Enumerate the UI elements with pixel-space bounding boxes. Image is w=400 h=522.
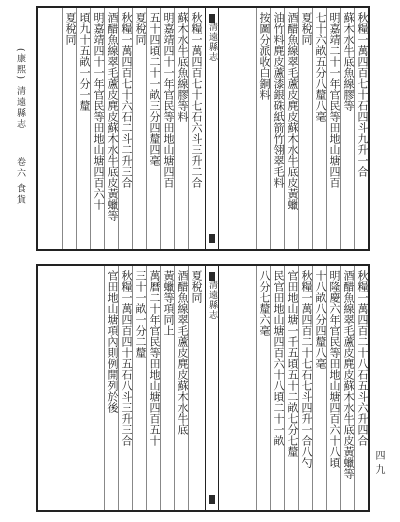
- column-text: 民官田地山塘四百六十八頃二十一畝: [272, 270, 285, 446]
- text-column: [340, 8, 354, 249]
- fish-tail-mark: [209, 495, 215, 504]
- text-column: [118, 8, 132, 249]
- column-text: 明嘉靖四十一年官民等田地山塘四百: [162, 12, 175, 188]
- gutter-title: 清遠縣志: [207, 280, 217, 320]
- text-column: [62, 8, 76, 249]
- text-column: [256, 266, 270, 510]
- county-label: (康熙): [15, 48, 25, 82]
- section-label: 食貨: [15, 183, 25, 206]
- fish-tail-mark: [209, 234, 215, 243]
- book-margin-title: [14, 48, 27, 206]
- column-text: 秋糧一萬四百七十石四斗九升一合: [356, 12, 369, 177]
- column-text: 秋糧一萬四百二十七石七斗四升一合八勺: [300, 270, 313, 468]
- text-column: [104, 266, 118, 510]
- text-column: [188, 8, 202, 249]
- column-text: 夏稅同: [190, 270, 203, 303]
- column-text: 黃蠟等項同上: [162, 270, 175, 336]
- column-text: 秋糧一萬四百七十六石二斗二升三合: [120, 12, 133, 188]
- text-column: [284, 266, 298, 510]
- text-column: [76, 8, 90, 249]
- column-text: 酒醋魚線翠毛蘆皮麂皮蘇木水牛底皮黃蠟等: [106, 12, 119, 221]
- volume-label: 卷六: [15, 156, 25, 179]
- text-column: [146, 266, 160, 510]
- text-column: [160, 266, 174, 510]
- column-text: 明嘉靖四十一年官民等田地山塘四百六十: [92, 12, 105, 210]
- text-column: [174, 8, 188, 249]
- book-title: 清遠縣志: [15, 85, 25, 130]
- column-text: 三十一畝一分二釐: [134, 270, 147, 358]
- gutter-title: 清遠縣志: [207, 22, 217, 62]
- column-text: 七十六畝五分八釐八毫: [314, 12, 327, 122]
- text-column: [90, 8, 104, 249]
- text-column: [312, 266, 326, 510]
- text-column: [256, 8, 270, 249]
- upper-leaf: [36, 6, 370, 251]
- text-column: [270, 266, 284, 510]
- text-column: [326, 8, 340, 249]
- text-column: [146, 8, 160, 249]
- text-column: [312, 8, 326, 249]
- text-column: [298, 266, 312, 510]
- page-number: 四九: [373, 450, 384, 478]
- column-text: 官田地山塘一千五頃五十二畝七分七釐: [286, 270, 299, 457]
- column-text: 十八畝八分四釐八毫: [314, 270, 327, 369]
- column-text: 油竹料麂皮蘆漆銀硃紙箭竹翎翠毛料: [272, 12, 285, 188]
- column-text: 秋糧一萬四百二十八石五斗六升四合: [356, 270, 369, 446]
- column-text: 酒醋魚線翠毛蘆皮麂皮蘇木水牛底皮黃蠟等: [342, 270, 355, 479]
- fish-tail-gutter: [205, 8, 219, 249]
- column-text: 頃九十五畝一分一釐: [78, 12, 91, 111]
- fish-tail-gutter: [205, 266, 219, 510]
- column-text: 夏稅同: [134, 12, 147, 45]
- text-column: [174, 266, 188, 510]
- column-text: 明嘉靖二十一年官民等田地山塘四百: [328, 12, 341, 188]
- text-column: [160, 8, 174, 249]
- text-column: [270, 8, 284, 249]
- column-text: 萬曆二十年官民等田地山塘四百五十: [148, 270, 161, 446]
- column-text: 酒醋魚線翠毛蘆皮麂皮蘇木水牛底皮黃蠟: [286, 12, 299, 210]
- column-text: 五十四頃二十一畝三分四釐四毫: [148, 12, 161, 166]
- column-text: 秋糧一萬四百四十五石八斗三升三合: [120, 270, 133, 446]
- text-column: [132, 8, 146, 249]
- text-column: [132, 266, 146, 510]
- text-column: [298, 8, 312, 249]
- column-text: 八分七釐六毫: [258, 270, 271, 336]
- column-text: 秋糧一萬四百七十七石六斗三升二合: [190, 12, 203, 188]
- column-text: 明隆慶六年官民等田地山塘四百六十八頃: [328, 270, 341, 468]
- column-text: 夏稅同: [300, 12, 313, 45]
- text-column: [284, 8, 298, 249]
- text-column: [188, 266, 202, 510]
- column-text: 酒醋魚線翠毛蘆皮麂皮蘇木水牛底: [176, 270, 189, 435]
- text-column: [326, 266, 340, 510]
- column-text: 夏稅同: [64, 12, 77, 45]
- column-text: 蘇木水牛底魚線膠等: [342, 12, 355, 111]
- lower-leaf: [36, 264, 370, 512]
- text-column: [354, 8, 368, 249]
- column-text: 按圖分派收白銅料: [258, 12, 271, 100]
- column-text: 蘇木水牛底魚線膠等料: [176, 12, 189, 122]
- text-column: [354, 266, 368, 510]
- text-column: [340, 266, 354, 510]
- column-text: 官田地山塘項內則例開列於後: [106, 270, 119, 413]
- text-column: [104, 8, 118, 249]
- text-column: [118, 266, 132, 510]
